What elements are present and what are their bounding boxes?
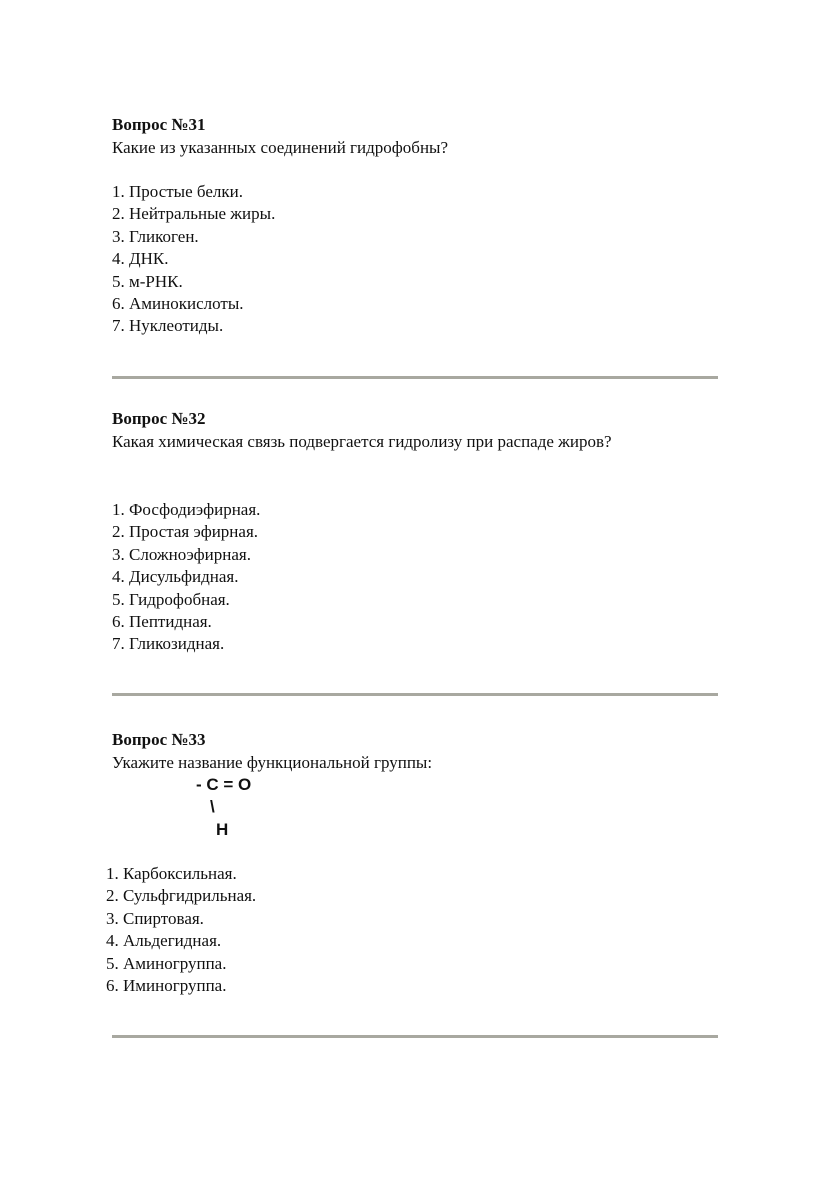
- answer-option: 6. Иминогруппа.: [106, 976, 227, 996]
- answer-option: 6. Аминокислоты.: [112, 294, 244, 314]
- answer-option: 3. Спиртовая.: [106, 908, 204, 928]
- answer-option: 5. м-РНК.: [112, 271, 183, 291]
- answer-option: 5. Гидрофобная.: [112, 589, 230, 609]
- answer-option: 7. Гликозидная.: [112, 634, 225, 654]
- answer-option: 4. ДНК.: [112, 249, 169, 269]
- answer-option: 3. Гликоген.: [112, 226, 199, 246]
- formula-line-1: - C = O: [196, 775, 252, 794]
- answer-option: 2. Сульфгидрильная.: [106, 886, 257, 906]
- answer-list: [106, 863, 256, 997]
- question-text: Укажите название функциональной группы:: [112, 753, 433, 772]
- answer-option: 1. Простые белки.: [112, 182, 243, 201]
- answer-list: [112, 499, 260, 656]
- formula-line-2: \: [210, 797, 215, 816]
- answer-option: 1. Карбоксильная.: [106, 864, 237, 883]
- answer-option: 5. Аминогруппа.: [106, 953, 227, 973]
- section-divider: [112, 1035, 718, 1038]
- question-title: Вопрос №32: [112, 409, 206, 428]
- section-divider: [112, 376, 718, 379]
- formula-line-3: H: [216, 820, 229, 839]
- question-text: Какие из указанных соединений гидрофобны?: [112, 138, 449, 157]
- answer-option: 6. Пептидная.: [112, 612, 212, 632]
- answer-option: 3. Сложноэфирная.: [112, 544, 251, 564]
- answer-option: 4. Альдегидная.: [106, 931, 222, 951]
- answer-option: 2. Нейтральные жиры.: [112, 204, 276, 224]
- question-text: Какая химическая связь подвергается гидролизу при распаде жиров?: [112, 432, 612, 451]
- answer-option: 2. Простая эфирная.: [112, 522, 259, 542]
- answer-option: 4. Дисульфидная.: [112, 567, 239, 587]
- question-title: Вопрос №31: [112, 115, 206, 134]
- answer-option: 7. Нуклеотиды.: [112, 316, 224, 336]
- answer-list: [112, 181, 275, 338]
- question-title: Вопрос №33: [112, 730, 206, 749]
- section-divider: [112, 693, 718, 696]
- answer-option: 1. Фосфодиэфирная.: [112, 500, 261, 519]
